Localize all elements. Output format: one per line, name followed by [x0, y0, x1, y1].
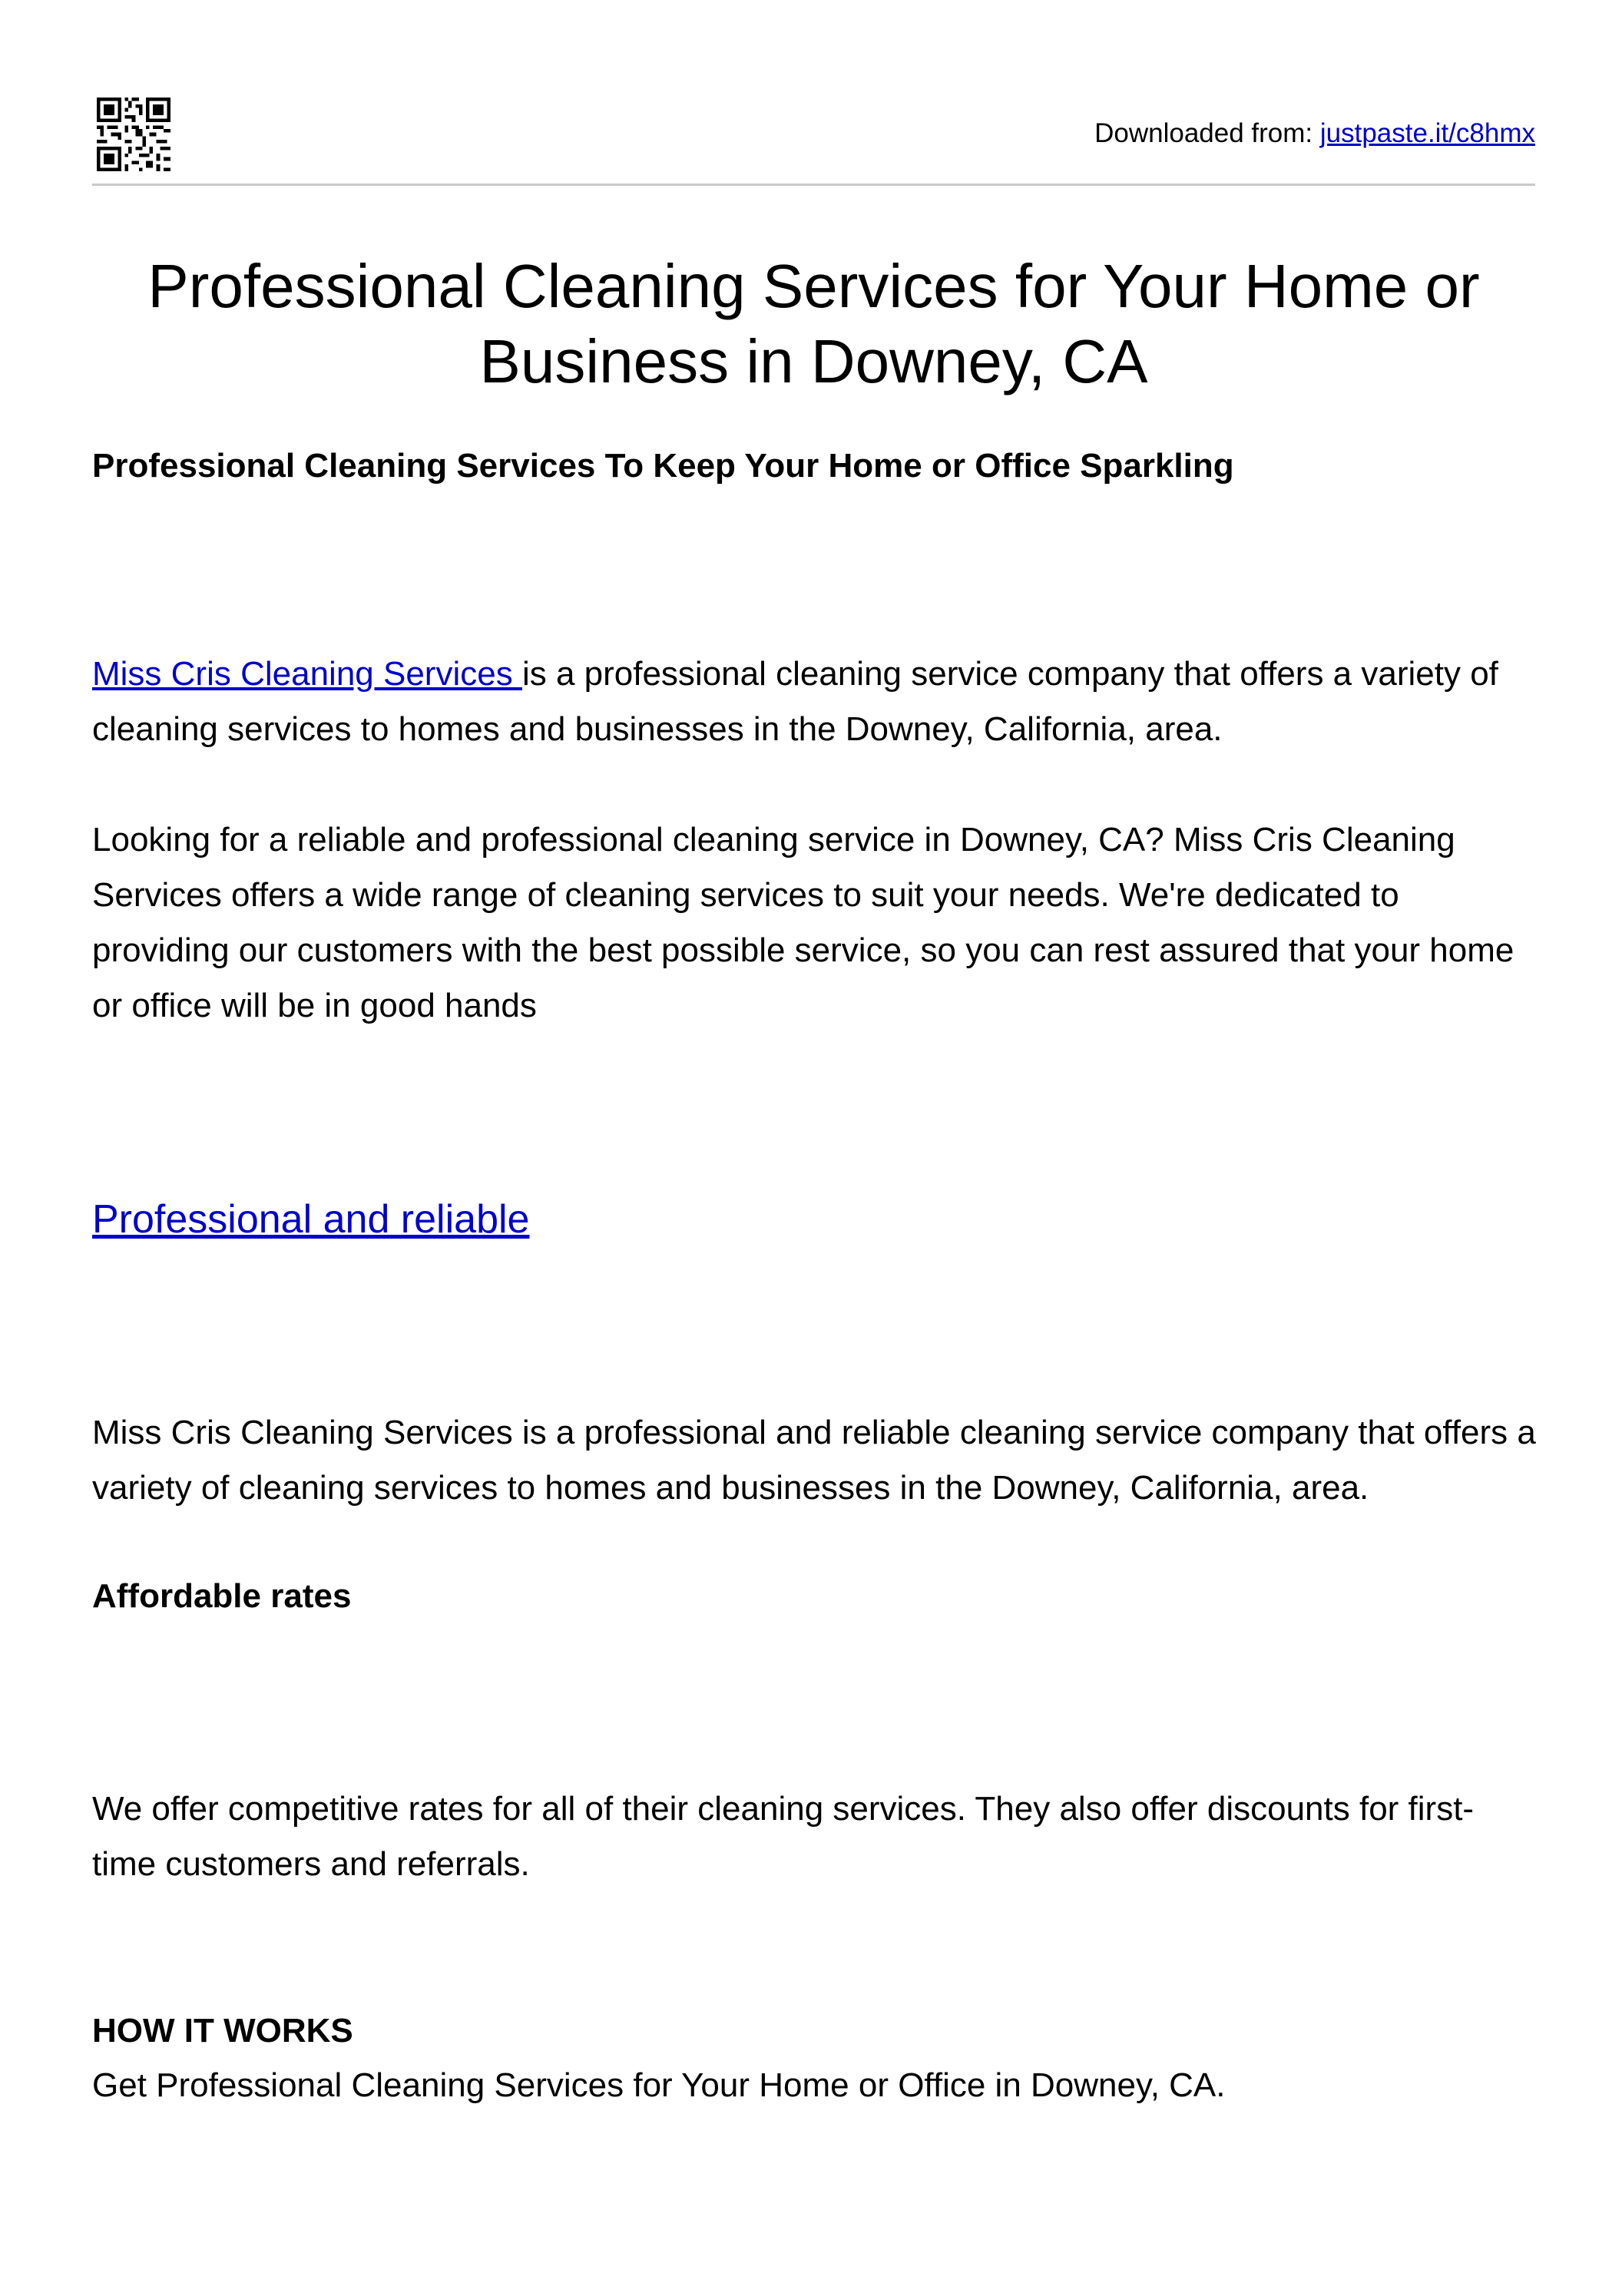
qr-code-icon: [97, 98, 170, 171]
download-source: [1094, 117, 1535, 151]
how-it-works-heading: HOW IT WORKS: [92, 2012, 353, 2050]
page-title: Professional Cleaning Services for Your Home or Business in Downey, CA: [147, 252, 1480, 395]
page-subtitle: Professional Cleaning Services To Keep Your Home or Office Sparkling: [92, 447, 1234, 485]
intro-text: is a professional cleaning service company that offers a variety of cleaning services to homes and businesses in the Downey, California, area.: [92, 655, 1498, 748]
company-link[interactable]: Miss Cris Cleaning Services: [92, 655, 522, 693]
download-source-link[interactable]: justpaste.it/c8hmx: [1319, 118, 1535, 148]
affordable-paragraph: We offer competitive rates for all of their cleaning services. They also offer discounts for first-time customers and referrals.: [92, 1790, 1475, 1883]
how-it-works-paragraph: Get Professional Cleaning Services for Your Home or Office in Downey, CA.: [92, 2066, 1226, 2104]
professional-heading-link[interactable]: Professional and reliable: [92, 1197, 530, 1242]
professional-heading: [92, 1195, 529, 1244]
affordable-heading: Affordable rates: [92, 1577, 352, 1615]
download-prefix: Downloaded from:: [1094, 118, 1320, 148]
header-divider: [92, 184, 1535, 186]
intro-paragraph: [92, 647, 1536, 757]
professional-paragraph: Miss Cris Cleaning Services is a professional and reliable cleaning service company that offers a variety of cleaning services to homes and businesses in the Downey, California, area.: [92, 1414, 1536, 1507]
looking-paragraph: Looking for a reliable and professional cleaning service in Downey, CA? Miss Cris Cleaning Services offers a wide range of cleaning services to suit your needs. We're dedicated to providing our customers with the best possible service, so you can rest assured that your home or office will be in good hands: [92, 821, 1514, 1024]
